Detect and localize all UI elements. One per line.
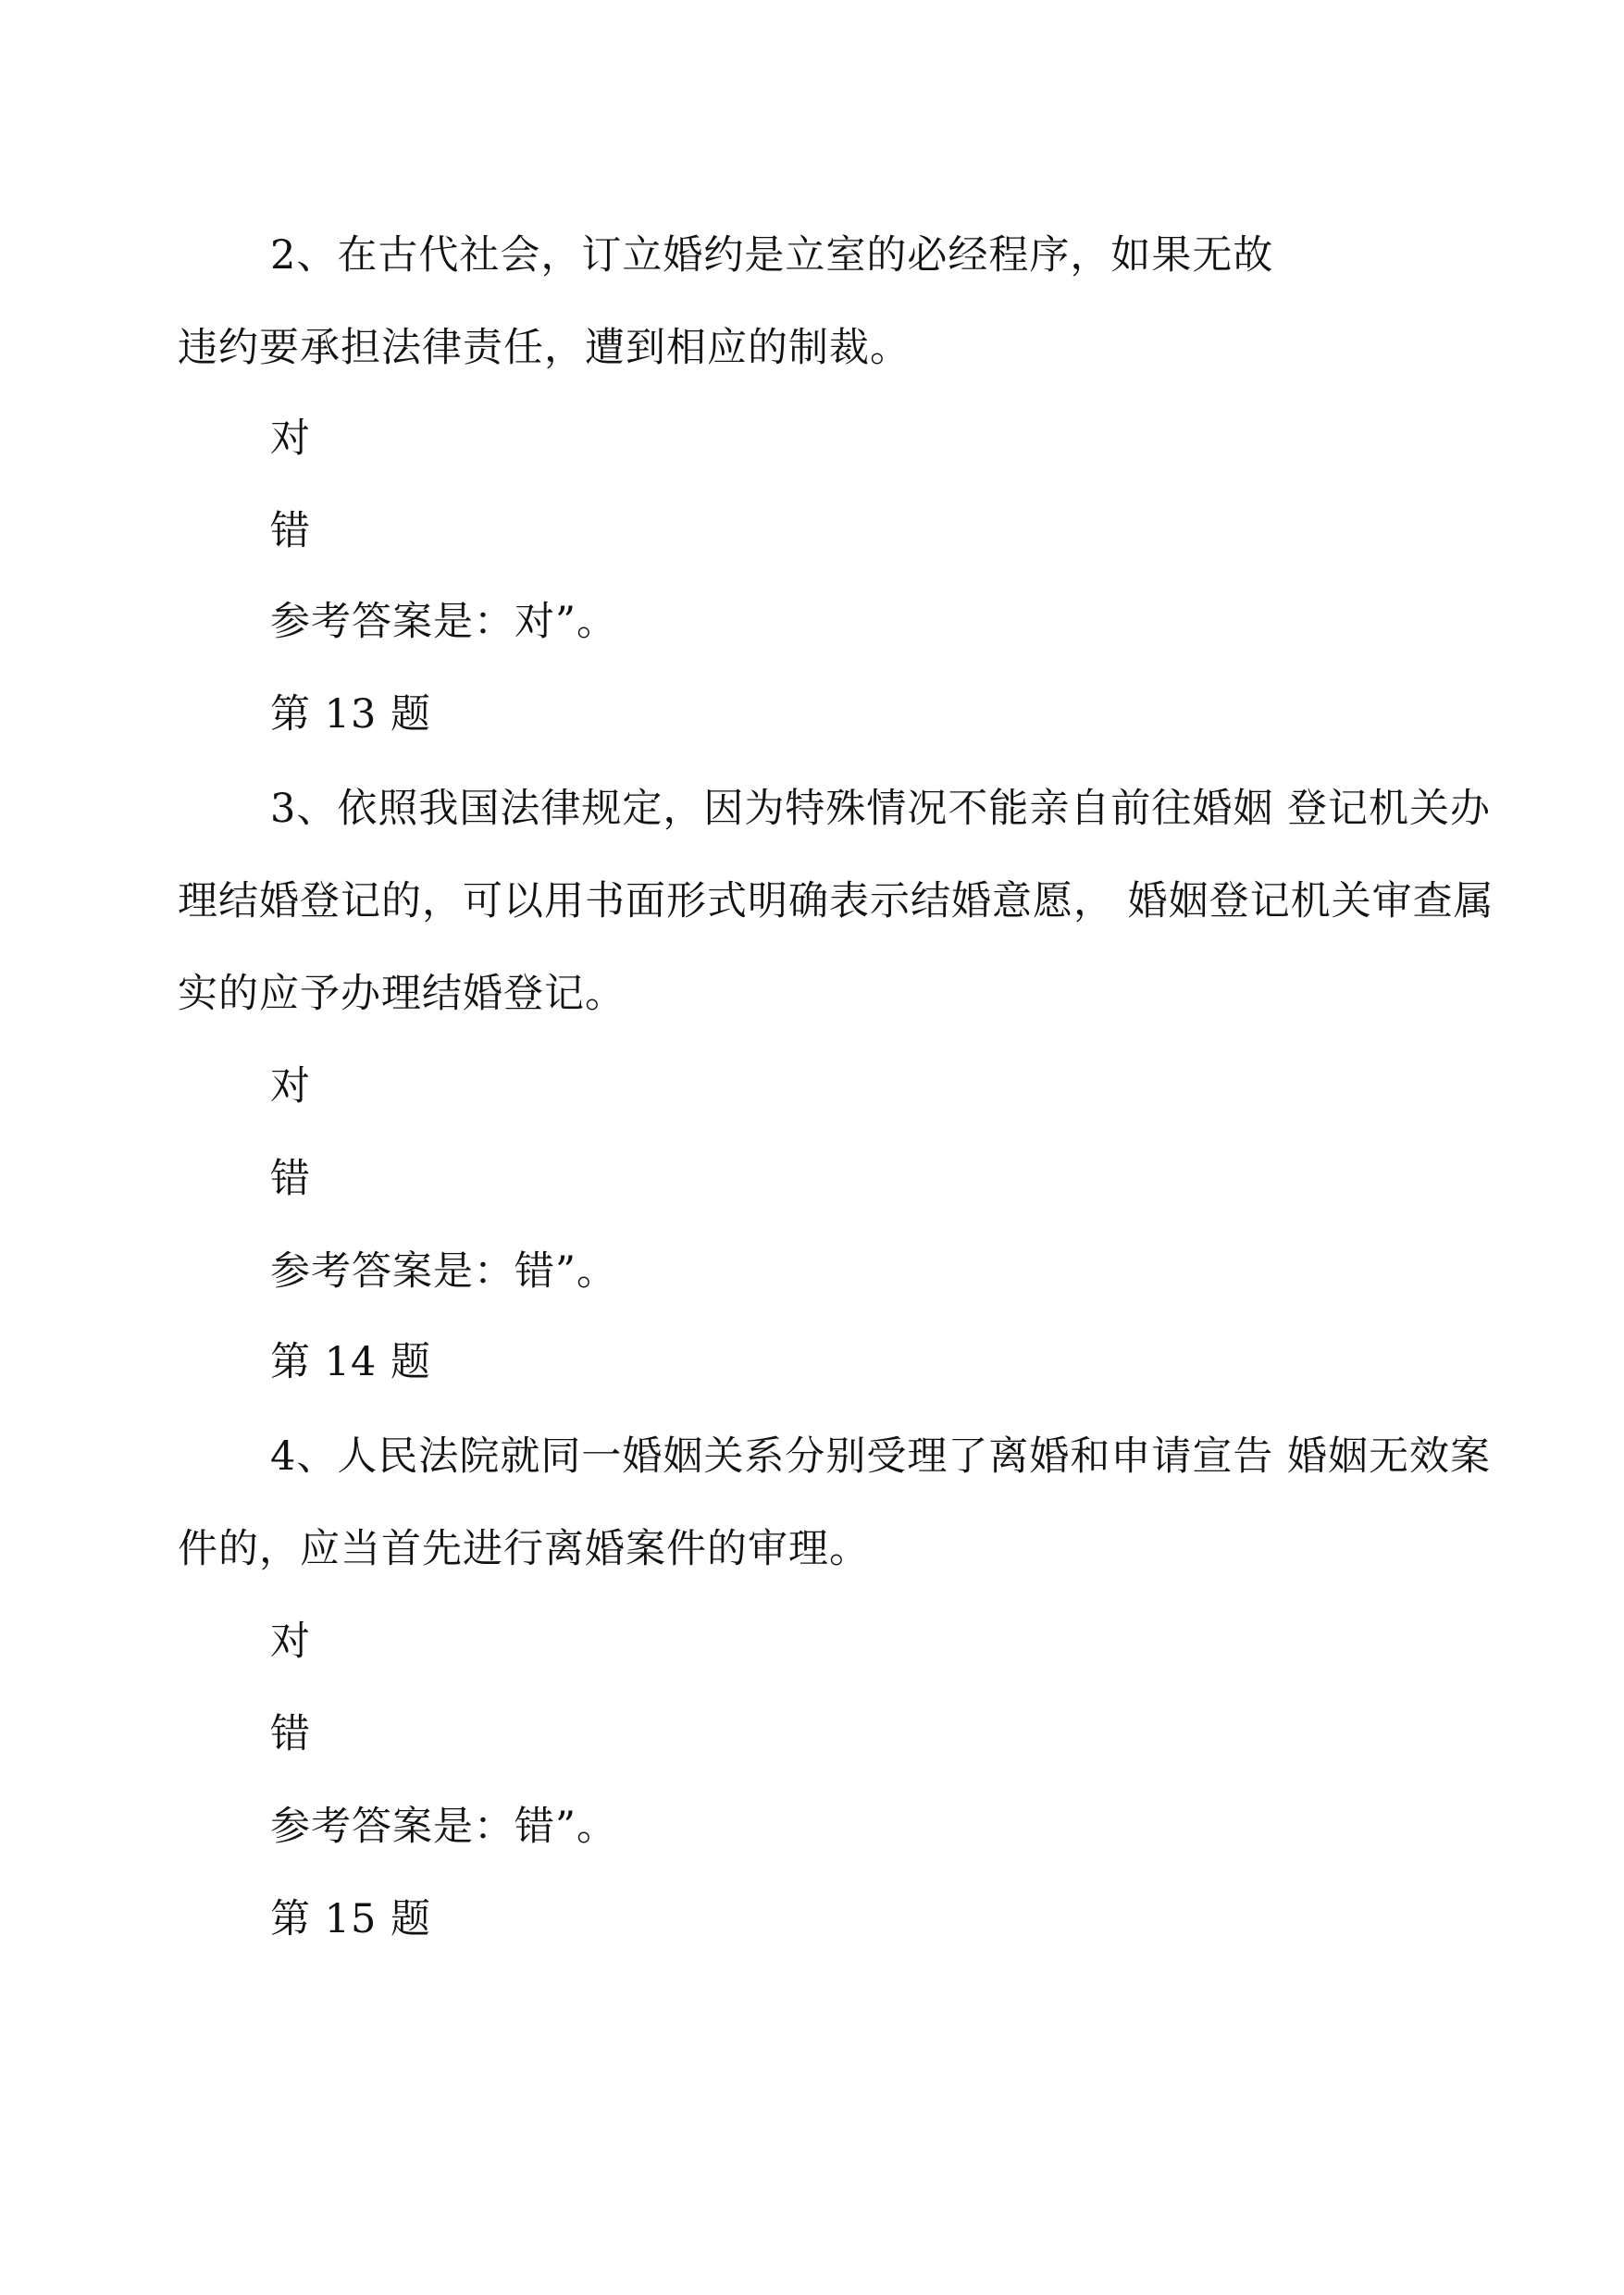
question-3-stem-line-2: 理结婚登记的，可以用书面形式明确表示结婚意愿， 婚姻登记机关审查属: [178, 878, 1494, 924]
question-14-heading: 第 14 题: [270, 1339, 432, 1385]
question-3-option-true: 对: [270, 1063, 311, 1110]
question-4-option-false: 错: [270, 1711, 311, 1757]
question-4-option-true: 对: [270, 1619, 311, 1665]
question-15-heading: 第 15 题: [270, 1896, 432, 1942]
question-13-heading: 第 13 题: [270, 691, 432, 738]
question-2-option-true: 对: [270, 416, 311, 462]
question-3-option-false: 错: [270, 1156, 311, 1202]
question-2-stem-line-1: 2、在古代社会，订立婚约是立室的必经程序，如果无故: [270, 232, 1274, 279]
question-3-stem-line-3: 实的应予办理结婚登记。: [178, 971, 626, 1017]
question-4-answer: 参考答案是：错”。: [270, 1804, 617, 1850]
question-4-stem-line-1: 4、人民法院就同一婚姻关系分别受理了离婚和申请宣告 婚姻无效案: [270, 1433, 1492, 1480]
question-2-answer: 参考答案是：对”。: [270, 599, 617, 645]
question-3-stem-line-1: 3、依照我国法律规定，因为特殊情况不能亲自前往婚姻 登记机关办: [270, 786, 1492, 832]
question-2-stem-line-2: 违约要承担法律责任，遭到相应的制裁。: [178, 325, 911, 371]
question-2-option-false: 错: [270, 508, 311, 554]
question-3-answer: 参考答案是：错”。: [270, 1248, 617, 1295]
question-4-stem-line-2: 件的，应当首先进行离婚案件的审理。: [178, 1526, 870, 1572]
